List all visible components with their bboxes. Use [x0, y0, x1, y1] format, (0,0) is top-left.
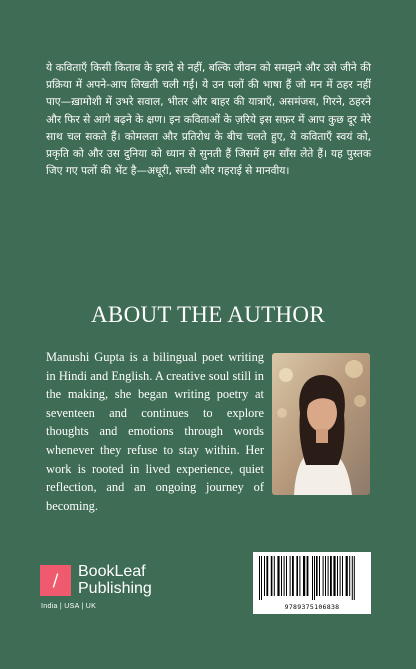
- publisher-regions: India | USA | UK: [41, 603, 97, 610]
- back-cover-blurb: ये कविताएँ किसी किताब के इरादे से नहीं, बल्कि जीवन को समझने और उसे जीने की प्रक्रिया में अपने-आप लिखती चली गईं। ये उन पलों की भाषा हैं जो मन में ठहर नहीं पाए—ख़ामोशी में उभरे सवाल, भीतर और बाहर की यात्राएँ, असमंजस, गिरने, ठहरने और फिर से आगे बढ़ने के क्षण। इन कविताओं के ज़रिये इस सफ़र में आप कुछ दूर मेरे साथ चल सकते हैं। कोमलता और प्रतिरोध के बीच चलते हुए, ये कविताएँ स्वयं को, प्रकृति को और उस दुनिया को ध्यान से सुनती हैं जिसमें हम साँस लेते हैं। यह पुस्तक जिए गए पलों की भेंट है—अधूरी, सच्ची और गहराई से मानवीय।: [46, 62, 371, 178]
- publisher-name-line2: Publishing: [78, 580, 152, 597]
- about-author-heading: ABOUT THE AUTHOR: [91, 302, 325, 327]
- isbn-barcode: [253, 552, 371, 614]
- isbn-number: 9789375106838: [284, 603, 340, 611]
- publisher-name-line1: BookLeaf: [78, 563, 146, 580]
- publisher-mark-icon: /: [40, 565, 71, 596]
- barcode-bars: [259, 556, 365, 600]
- author-photo: [272, 353, 370, 495]
- author-bio: Manushi Gupta is a bilingual poet writing in Hindi and English. A creative soul still in the making, she began writing poetry at seventeen and continues to explore thoughts and emotions through words whenever they refuse to stay within. Her work is rooted in lived experience, quiet reflection, and an ongoing journey of becoming.: [46, 350, 264, 513]
- publisher-logo: [40, 565, 200, 615]
